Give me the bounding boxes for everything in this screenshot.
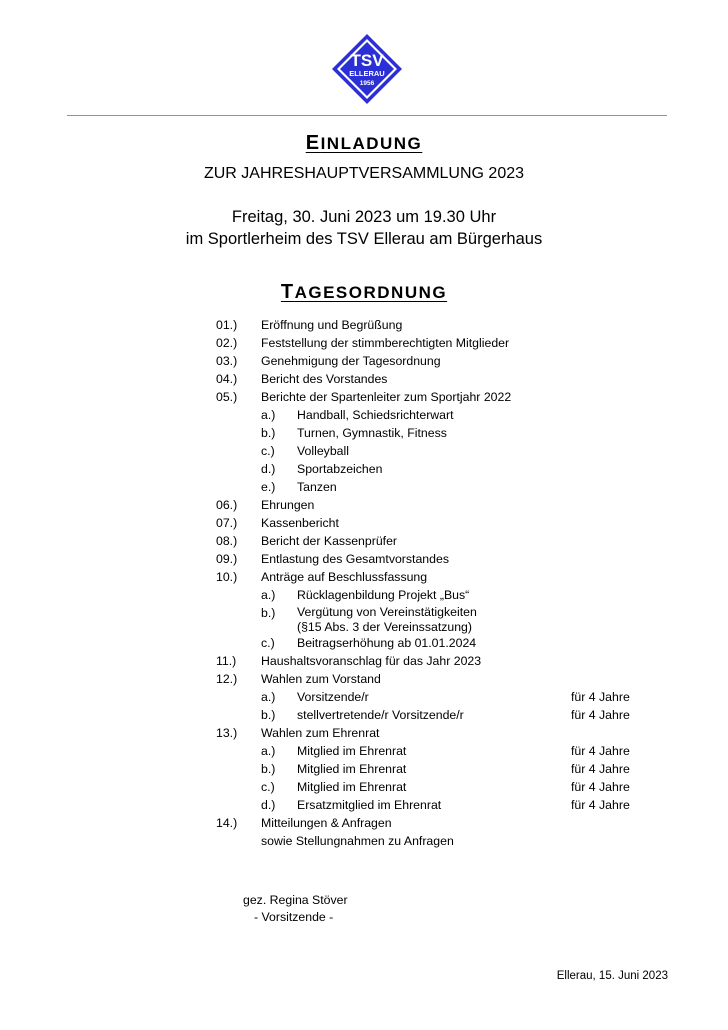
agenda-item: 14.) Mitteilungen & Anfragen <box>216 816 392 830</box>
agenda-subitem: c.) Beitragserhöhung ab 01.01.2024 <box>261 636 477 650</box>
agenda-subitem: b.) Mitglied im Ehrenrat für 4 Jahre <box>261 762 630 776</box>
agenda-item: 13.) Wahlen zum Ehrenrat <box>216 726 380 740</box>
agenda-item: 04.) Bericht des Vorstandes <box>216 372 388 386</box>
place-and-date: Ellerau, 15. Juni 2023 <box>556 970 668 982</box>
agenda-subitem: d.) Ersatzmitglied im Ehrenrat für 4 Jahre <box>261 798 630 812</box>
agenda-list <box>0 316 728 850</box>
agenda-item: 07.) Kassenbericht <box>216 516 339 530</box>
agenda-item: 01.) Eröffnung und Begrüßung <box>216 318 403 332</box>
meeting-subtitle: ZUR JAHRESHAUPTVERSAMMLUNG 2023 <box>203 165 525 182</box>
meeting-date: Freitag, 30. Juni 2023 um 19.30 Uhr <box>231 208 497 226</box>
agenda-subitem: b.) Turnen, Gymnastik, Fitness <box>261 426 447 440</box>
agenda-item: 06.) Ehrungen <box>216 498 315 512</box>
logo-text-year: 1956 <box>359 80 375 87</box>
logo-text-tsv: TSV <box>350 51 384 70</box>
agenda-subitem: b.) Vergütung von Vereinstätigkeiten (§15 Abs. 3 der Vereinssatzung) <box>261 605 477 634</box>
agenda-subitem: c.) Mitglied im Ehrenrat für 4 Jahre <box>261 780 630 794</box>
agenda-subitem: a.) Mitglied im Ehrenrat für 4 Jahre <box>261 744 630 758</box>
agenda-item: 02.) Feststellung der stimmberechtigten Mitglieder <box>216 336 510 350</box>
invitation-heading: EINLADUNG <box>305 132 423 154</box>
header-divider <box>67 115 667 116</box>
agenda-item: 10.) Anträge auf Beschlussfassung <box>216 570 428 584</box>
agenda-item: 09.) Entlastung des Gesamtvorstandes <box>216 552 449 566</box>
agenda-item-continuation: sowie Stellungnahmen zu Anfragen <box>261 834 454 848</box>
agenda-item: 11.) Haushaltsvoranschlag für das Jahr 2023 <box>216 654 482 668</box>
agenda-item: 12.) Wahlen zum Vorstand <box>216 672 381 686</box>
agenda-subitem: a.) Handball, Schiedsrichterwart <box>261 408 454 422</box>
agenda-item: 08.) Bericht der Kassenprüfer <box>216 534 398 548</box>
agenda-subitem: a.) Rücklagenbildung Projekt „Bus“ <box>261 588 470 602</box>
agenda-subitem: e.) Tanzen <box>261 480 337 494</box>
agenda-heading: TAGESORDNUNG <box>280 281 448 303</box>
tsv-ellerau-logo <box>331 33 403 105</box>
agenda-subitem: a.) Vorsitzende/r für 4 Jahre <box>261 690 630 704</box>
logo-text-ellerau: ELLERAU <box>349 69 385 78</box>
agenda-subitem: c.) Volleyball <box>261 444 349 458</box>
signature-name: gez. Regina Stöver <box>243 893 348 907</box>
meeting-location: im Sportlerheim des TSV Ellerau am Bürgerhaus <box>185 230 543 248</box>
agenda-subitem: b.) stellvertretende/r Vorsitzende/r für 4 Jahre <box>261 708 630 722</box>
agenda-item: 03.) Genehmigung der Tagesordnung <box>216 354 441 368</box>
signature-role: - Vorsitzende - <box>254 910 334 924</box>
agenda-item: 05.) Berichte der Spartenleiter zum Sportjahr 2022 <box>216 390 512 404</box>
agenda-subitem: d.) Sportabzeichen <box>261 462 383 476</box>
